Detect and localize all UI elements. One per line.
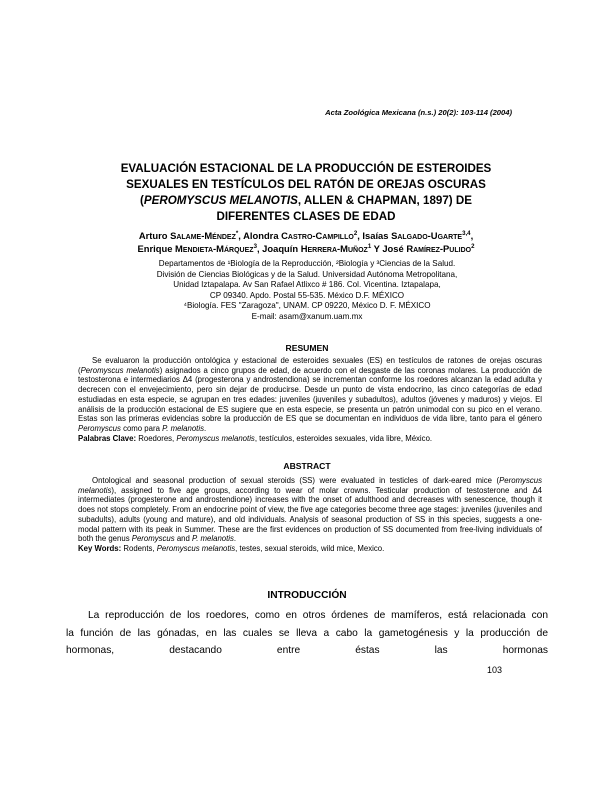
abstract-heading: ABSTRACT [283, 461, 331, 471]
resumen-section [78, 356, 542, 443]
affiliation-line: ⁴Biología. FES "Zaragoza", UNAM. CP 09220, México D. F. MÉXICO [183, 301, 431, 311]
abstract-paragraph: Ontological and seasonal production of sexual steroids (SS) were evaluated in testicles of dark-eared mice (Peromyscus melanotis), assigned to five age groups, according to wear of molar crowns. Testicular production of testosterone and Δ4 intermediates (progesterone and androstendione) increases with the onset of adulthood and decreases with senescence, though it does not stops completely. From an endocrine point of view, the five age categories become three age stages: juveniles (juveniles and subadults), adults (young and mature), and old individuals. Analysis of seasonal production of SS in this species, suggests a one-modal pattern with its peak in Summer. These are the first evidences on production of SS documented from free-living individuals of both the genus Peromyscus and P. melanotis. [78, 476, 542, 544]
affiliation-line: Departamentos de ¹Biología de la Reproducción, ²Biología y ³Ciencias de la Salud. [158, 259, 456, 268]
journal-citation-header: Acta Zoológica Mexicana (n.s.) 20(2): 103-114 (2004) [325, 108, 512, 117]
key-words-line: Key Words: Rodents, Peromyscus melanotis, testes, sexual steroids, wild mice, Mexico. [78, 543, 385, 553]
page-number: 103 [487, 665, 503, 675]
abstract-section [78, 476, 542, 554]
affiliations-block [66, 259, 548, 323]
affiliation-line: CP 09340. Apdo. Postal 55-535. México D.F. MÉXICO [209, 290, 405, 300]
affiliation-line: Unidad Iztapalapa. Av San Rafael Atlixco # 186. Col. Vicentina. Iztapalapa, [173, 280, 441, 290]
paper-title: EVALUACIÓN ESTACIONAL DE LA PRODUCCIÓN DE ESTEROIDES SEXUALES EN TESTÍCULOS DEL RATÓN DE OREJAS OSCURAS (PEROMYSCUS MELANOTIS, ALLEN & CHAPMAN, 1897) DE DIFERENTES CLASES DE EDAD [120, 162, 492, 223]
resumen-heading: RESUMEN [285, 343, 329, 353]
author-list: Arturo Salame-Méndez*, Alondra Castro-Campillo$^2$, Isaías Salgado-Ugarte$^{3,4}$, Enrique Mendieta-Márquez$^3$, Joaquín Herrera-Muñoz$^1$ Y José Ramírez-Pulido$^2$ [137, 229, 475, 254]
resumen-paragraph: Se evaluaron la producción ontológica y estacional de esteroides sexuales (ES) en testículos de ratones de orejas oscuras (Peromyscus melanotis) asignados a cinco grupos de edad, de acuerdo con el desgaste de las coronas molares. La producción de testosterona e intermediarios Δ4 (progesterona y androstendiona) se incrementan conforme los roedores alcanzan la edad adulta y decrecen con el envejecimiento, pero sin dejar de producirse. Desde un punto de vista endocrino, las cinco categorías de edad estudiadas en esta especie, se agrupan en tres edades: juveniles (juveniles y subadultos), adultos (jóvenes y maduros) y viejos. El análisis de la producción estacional de ES sugiere que en esta especie, se presenta un patrón unimodal con su pico en el verano. Estas son las primeras evidencias sobre la producción de ES que se documentan en individuos de vida libre, tanto para el género Peromyscus como para P. melanotis. [78, 356, 543, 433]
palabras-clave-line: Palabras Clave: Roedores, Peromyscus melanotis, testículos, esteroides sexuales, vida libre, México. [78, 433, 433, 443]
introduccion-paragraph: La reproducción de los roedores, como en otros órdenes de mamíferos, está relacionada con la función de las gónadas, en las cuales se lleva a cabo la gametogénesis y la producción de hormonas, destacando entre éstas las hormonas [66, 610, 548, 656]
affiliation-line: División de Ciencias Biológicas y de la Salud. Universidad Autónoma Metropolitana, [156, 269, 458, 279]
introduccion-heading: INTRODUCCIÓN [267, 590, 347, 601]
email-line: E-mail: asam@xanum.uam.mx [251, 311, 363, 321]
